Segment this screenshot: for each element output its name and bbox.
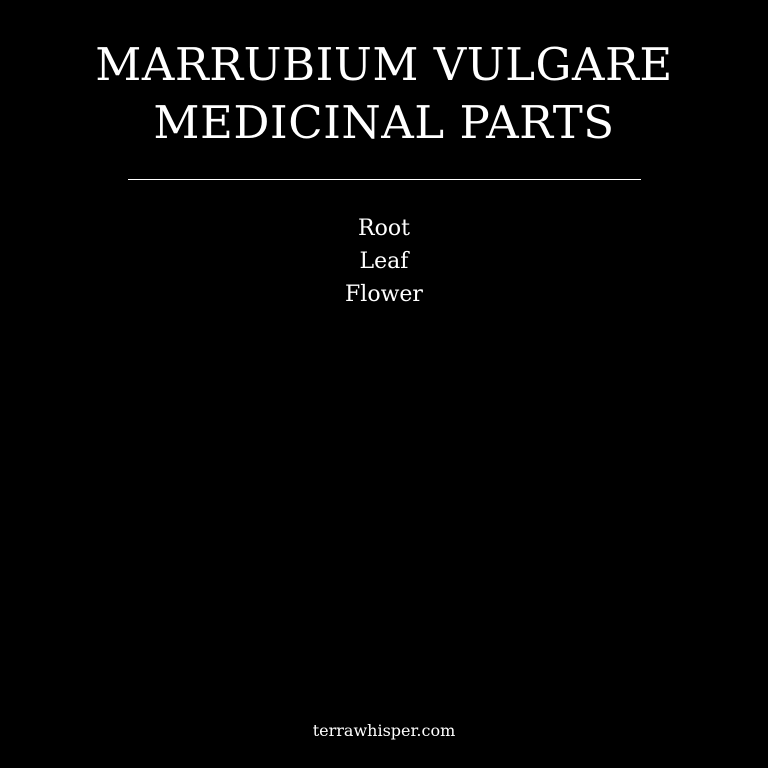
footer-site-credit: terrawhisper.com — [312, 721, 456, 740]
medicinal-parts-list — [0, 212, 768, 311]
list-item-flower: Flower — [345, 282, 423, 307]
title-line-2: MEDICINAL PARTS — [153, 96, 615, 149]
title-divider — [128, 179, 641, 180]
list-item-leaf: Leaf — [359, 249, 409, 274]
list-item-root: Root — [358, 216, 410, 241]
title-line-1: MARRUBIUM VULGARE — [95, 38, 673, 91]
page-title — [0, 36, 768, 152]
